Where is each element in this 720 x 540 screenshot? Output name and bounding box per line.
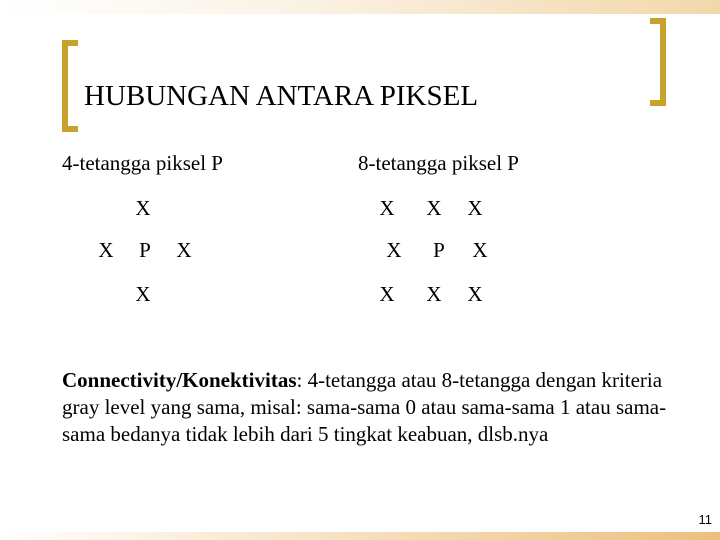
connectivity-description: : 4-tetangga atau 8-tetangga dengan kriteria gray level yang sama, misal: sama-sama 0 atau sama-sama 1 atau sama-sama bedanya tidak lebih dari 5 tingkat keabuan, dlsb.nya [62,368,667,446]
eight-neighbor-cell: X [467,282,483,306]
four-neighbor-label: 4-tetangga piksel P [62,151,223,175]
left-bracket-decor [62,40,78,132]
four-neighbor-cell: X [135,282,151,306]
eight-neighbor-cell: X [426,282,442,306]
top-decor-bar [0,0,720,14]
slide-title: HUBUNGAN ANTARA PIKSEL [84,80,479,112]
eight-neighbor-cell: X [386,238,402,262]
four-neighbor-cell: X [135,196,151,220]
bottom-decor-bar [0,532,720,540]
eight-neighbor-cell: X [472,238,488,262]
eight-neighbor-cell: X [426,196,442,220]
four-neighbor-cell: X [98,238,114,262]
eight-neighbor-cell: X [379,282,395,306]
eight-neighbor-cell: X [467,196,483,220]
four-neighbor-center: P [139,238,151,262]
right-bracket-decor [650,18,666,106]
eight-neighbor-label: 8-tetangga piksel P [358,151,519,175]
connectivity-term: Connectivity/Konektivitas [62,368,297,392]
eight-neighbor-center: P [433,238,445,262]
connectivity-paragraph [62,367,692,448]
eight-neighbor-cell: X [379,196,395,220]
four-neighbor-cell: X [176,238,192,262]
page-number: 11 [698,512,712,527]
